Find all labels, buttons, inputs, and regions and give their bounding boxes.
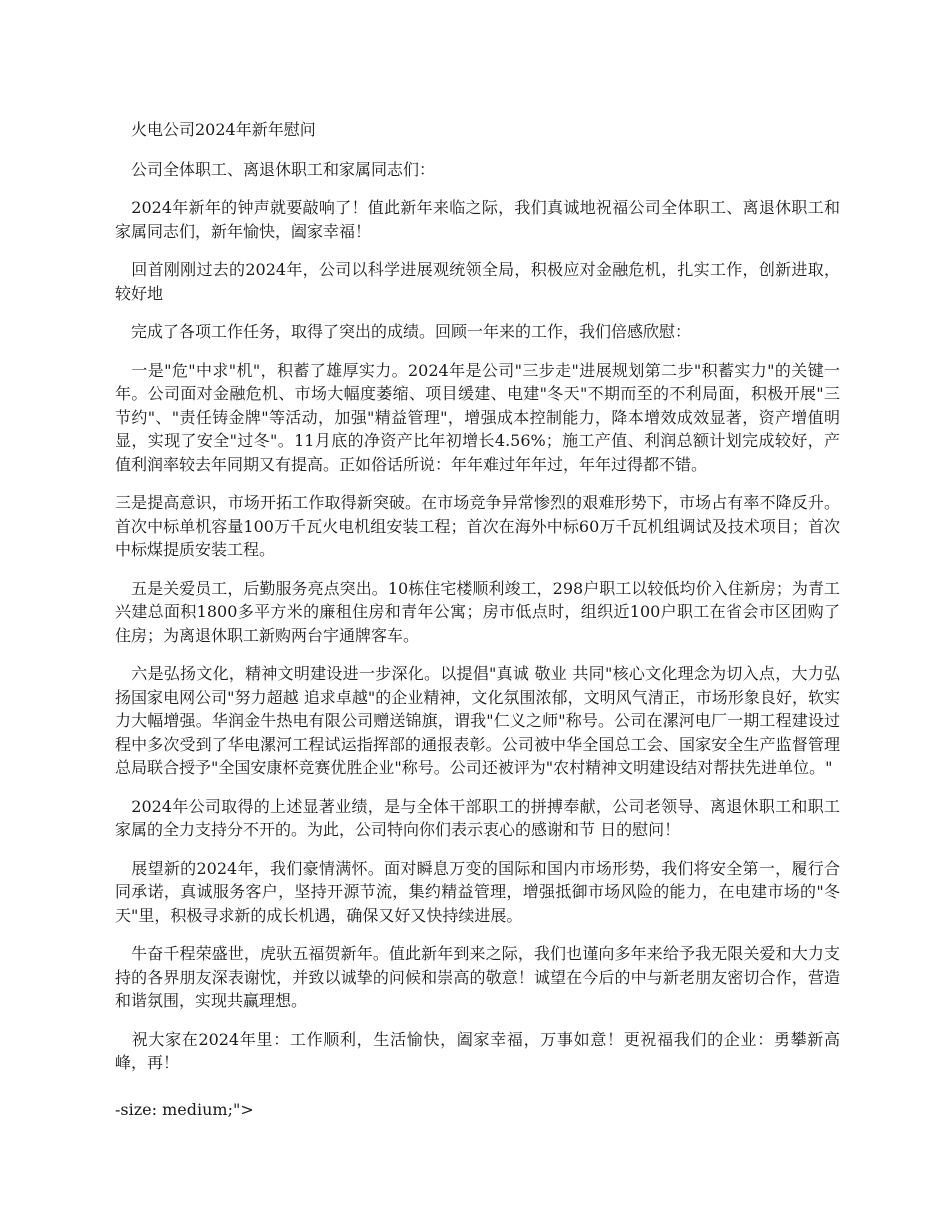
paragraph: 祝大家在2024年里：工作顺利，生活愉快，阖家幸福，万事如意！更祝福我们的企业：勇攀新高峰，再！ — [115, 1029, 840, 1072]
paragraph: 2024年公司取得的上述显著业绩，是与全体干部职工的拼搏奉献，公司老领导、离退休职工和职工家属的全力支持分不开的。为此，公司特向你们表示衷心的感谢和节 日的慰问！ — [115, 796, 840, 839]
letter-body — [115, 118, 840, 1090]
document-title: 火电公司2024年新年慰问 — [115, 120, 316, 139]
salutation: 公司全体职工、离退休职工和家属同志们： — [115, 159, 436, 179]
paragraph: 牛奋千程荣盛世，虎驮五福贺新年。值此新年到来之际，我们也谨向多年来给予我无限关爱和大力支持的各界朋友深表谢忱，并致以诚挚的问候和崇高的敬意！诚望在今后的中与新老朋友密切合作，营造和谐氛围，实现共赢理想。 — [115, 944, 840, 1010]
stray-markup-fragment: -size: medium;"> — [115, 1100, 254, 1119]
paragraph: 五是关爱员工，后勤服务亮点突出。10栋住宅楼顺利竣工，298户职工以较低均价入住新房；为青工兴建总面积1800多平方米的廉租住房和青年公寓；房市低点时，组织近100户职工在省会市区团购了住房；为离退休职工新购两台宇通牌客车。 — [115, 578, 840, 645]
paragraph: 一是"危"中求"机"，积蓄了雄厚实力。2024年是公司"三步走"进展规划第二步"积蓄实力"的关键一年。公司面对金融危机、市场大幅度萎缩、项目缓建、电建"冬天"不期而至的不利局面，积极开展"三节约"、"责任铸金牌"等活动，加强"精益管理"，增强成本控制能力，降本增效成效显著，资产增值明显，实现了安全"过冬"。11月底的净资产比年初增长4.56%；施工产值、利润总额计划完成较好，产值利润率较去年同期又有提高。正如俗话所说：年年难过年年过，年年过得都不错。 — [115, 360, 840, 474]
paragraph: 完成了各项工作任务，取得了突出的成绩。回顾一年来的工作，我们倍感欣慰： — [115, 322, 692, 341]
paragraph: 2024年新年的钟声就要敲响了！值此新年来临之际，我们真诚地祝福公司全体职工、离退休职工和家属同志们，新年愉快，阖家幸福！ — [115, 198, 840, 241]
paragraph: 回首刚刚过去的2024年，公司以科学进展观统领全局，积极应对金融危机，扎实工作，创新进取，较好地 — [115, 260, 840, 303]
paragraph: 六是弘扬文化，精神文明建设进一步深化。以提倡"真诚 敬业 共同"核心文化理念为切入点，大力弘扬国家电网公司"努力超越 追求卓越"的企业精神，文化氛围浓郁，文明风气清正，市场形象良好，软实力大幅增强。华润金牛热电有限公司赠送锦旗，谓我"仁义之师"称号。公司在漯河电厂一期工程建设过程中多次受到了华电漯河工程试运指挥部的通报表彰。公司被中华全国总工会、国家安全生产监督管理总局联合授予"全国安康杯竞赛优胜企业"称号。公司还被评为"农村精神文明建设结对帮扶先进单位。" — [115, 664, 840, 777]
paragraph: 三是提高意识，市场开拓工作取得新突破。在市场竞争异常惨烈的艰难形势下，市场占有率不降反升。首次中标单机容量100万千瓦火电机组安装工程；首次在海外中标60万千瓦机组调试及技术项目；首次中标煤提质安装工程。 — [115, 493, 840, 559]
paragraph: 展望新的2024年，我们豪情满怀。面对瞬息万变的国际和国内市场形势，我们将安全第一，履行合同承诺，真诚服务客户，坚持开源节流，集约精益管理，增强抵御市场风险的能力，在电建市场的"冬天"里，积极寻求新的成长机遇，确保又好又快持续进展。 — [115, 858, 840, 925]
